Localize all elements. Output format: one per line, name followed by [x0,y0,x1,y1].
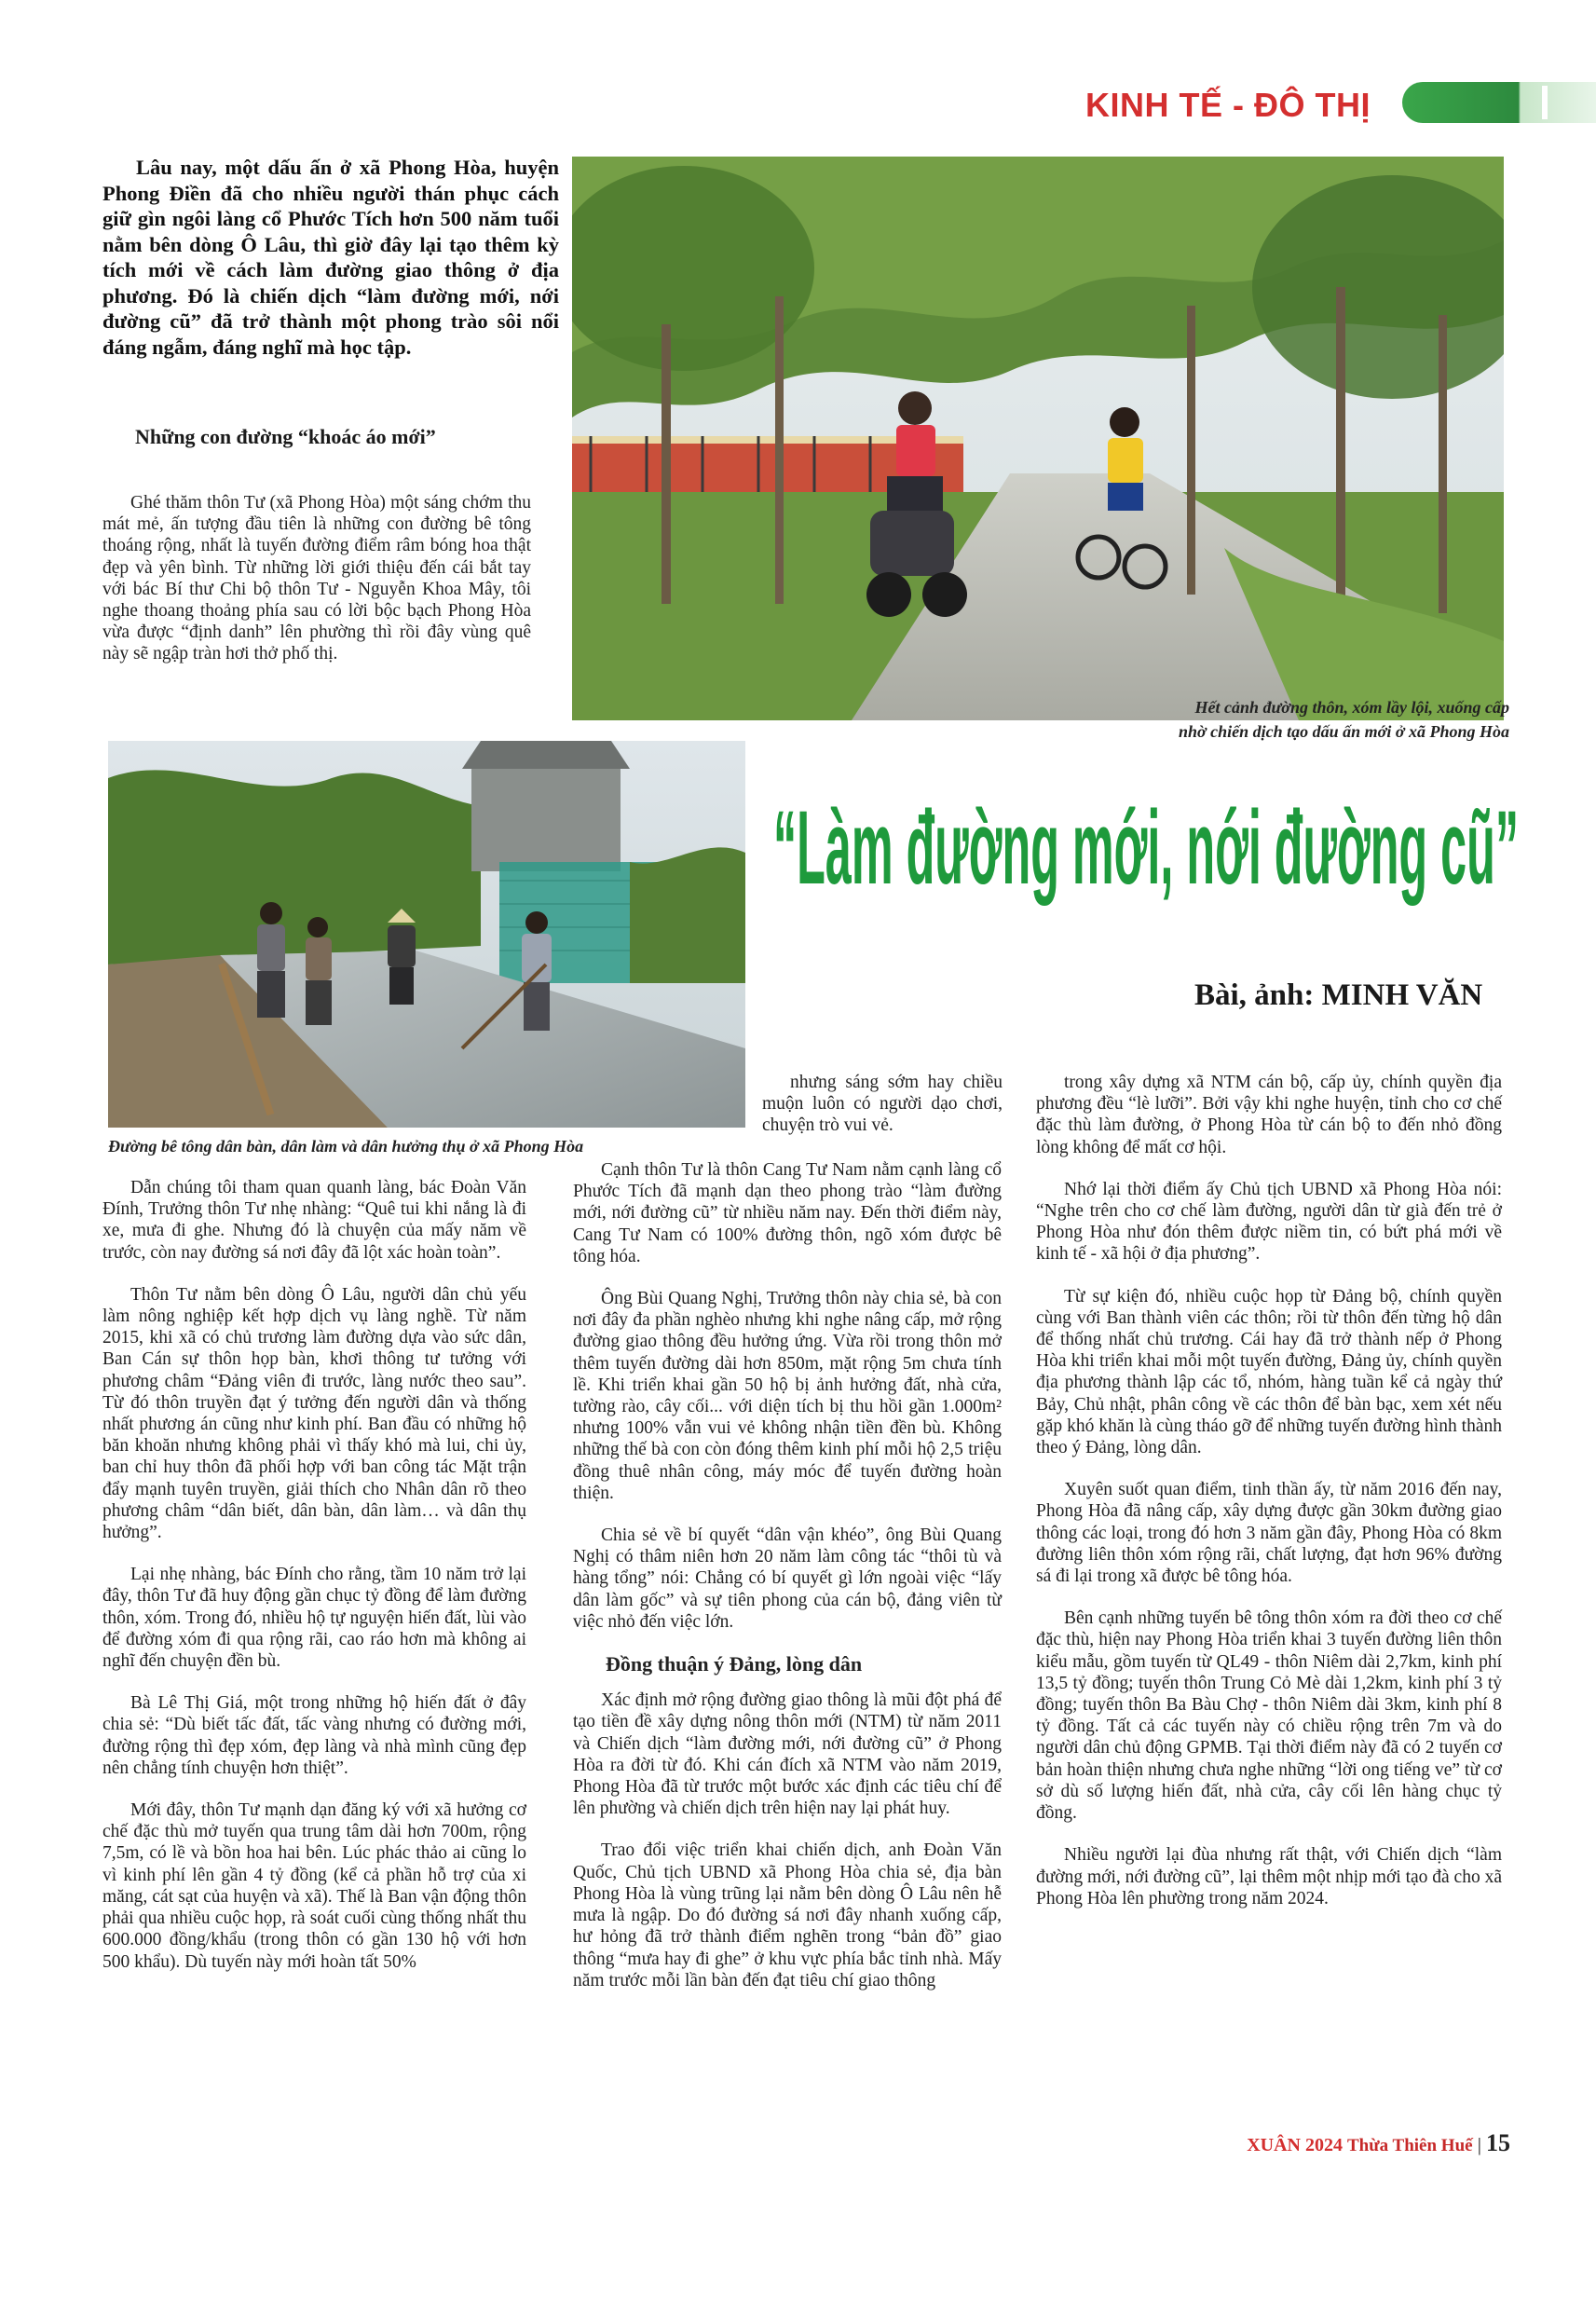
section-tab-decoration [1402,82,1596,123]
footer-magazine: Thừa Thiên Huế [1346,2136,1473,2155]
col3-paragraph: Xuyên suốt quan điểm, tinh thần ấy, từ năm 2016 đến nay, Phong Hòa đã nâng cấp, xây dựng được gần 30km đường giao thông các loại, trong đó hơn 3 năm gần đây, Phong Hòa có 8km đường liên thôn xóm rộng rãi, chất lượng, đạt hơn 96% đường sá đi lại trong xã được bê tông hóa. [1036,1480,1502,1587]
col1-paragraph: Thôn Tư nằm bên dòng Ô Lâu, người dân chủ yếu làm nông nghiệp kết hợp dịch vụ làng nghề. Từ năm 2015, khi xã có chủ trương làm đường dựa vào sức dân, Ban Cán sự thôn họp bàn, khơi thông tư tưởng với phương châm “Đảng viên đi trước, làng nước theo sau”. Từ đó thôn truyền đạt ý tưởng đến người dân và thống nhất phương án cũng như kinh phí. Ban đầu có những hộ băn khoăn nhưng không phải vì thấy khó mà lui, chi ủy, ban chỉ huy thôn đã phối hợp với ban công tác Mặt trận đẩy mạnh tuyên truyền, giải thích cho Nhân dân rõ theo phương châm “dân biết, dân bàn, dân làm… và dân thụ hưởng”. [102,1284,526,1543]
col3-paragraph: Bên cạnh những tuyến bê tông thôn xóm ra đời theo cơ chế đặc thù, hiện nay Phong Hòa triển khai 3 tuyến đường liên thôn kiểu mẫu, gồm tuyến từ QL49 - thôn Niêm dài 2,7km, kinh phí 13,5 tỷ đồng; tuyến thôn Trung Cỏ Mè dài 1,2km, kinh phí 3 tỷ đồng; tuyến thôn Ba Bàu Chợ - thôn Niêm dài 3km, kinh phí 8 tỷ đồng. Tất cả các tuyến này có chiều rộng trên 7m và do người dân chủ động GPMB. Tại thời điểm này đã có 2 tuyến cơ bản hoàn thiện nhưng chưa nghe những “lời ong tiếng ve” từ cơ sở dù số lượng hiến đất, nhà cửa, cây cối lên hàng chục tỷ đồng. [1036,1608,1502,1824]
article-title [764,773,1528,913]
col3-paragraph: Nhớ lại thời điểm ấy Chủ tịch UBND xã Phong Hòa nói: “Nghe trên cho cơ chế làm đường, người dân từ già đến trẻ ở Phong Hòa như đón thêm được niềm tin, có bứt phá mới về kinh tế - xã hội ở địa phương”. [1036,1179,1502,1265]
photo-road-kids-image [572,157,1504,720]
col2-paragraph: nhưng sáng sớm hay chiều muộn luôn có người dạo chơi, chuyện trò vui vẻ. [762,1073,1003,1136]
photo1-caption-line1: Hết cảnh đường thôn, xóm lầy lội, xuống cấp [1194,698,1509,717]
col2-paragraph: Cạnh thôn Tư là thôn Cang Tư Nam nằm cạnh làng cổ Phước Tích đã mạnh dạn theo phong trào “làm đường mới, nới đường cũ” từ nhiều năm nay. Đến thời điểm này, Cang Tư Nam có 100% đường thôn, ngõ xóm được bê tông hóa. [573,1160,1002,1266]
footer-issue: XUÂN 2024 [1247,2135,1343,2155]
photo2-caption: Đường bê tông dân bàn, dân làm và dân hưởng thụ ở xã Phong Hòa [108,1137,584,1156]
col1-paragraph: Lại nhẹ nhàng, bác Đính cho rằng, tầm 10 năm trở lại đây, thôn Tư đã huy động gần chục tỷ đồng để làm đường thôn, xóm. Trong đó, nhiều hộ tự nguyện hiến đất, lùi vào để đường xóm đi qua rộng rãi, cao ráo hơn mà không ai nghĩ đến chuyện đền bù. [102,1565,526,1672]
col3-paragraph: Từ sự kiện đó, nhiều cuộc họp từ Đảng bộ, chính quyền cùng với Ban thành viên các thôn; rồi từ thôn đến từng hộ dân để thống nhất chủ trương. Cái hay đã trở thành nếp ở Phong Hòa khi triển khai mỗi một tuyến đường, Đảng ủy, chính quyền địa phương thành lập các tổ, nhóm, hàng tuần kể cả ngày thứ Bảy, Chủ nhật, phân công về các thôn để bàn bạc, xem xét nếu gặp khó khăn là cùng tháo gỡ để những tuyến đường hình thành theo ý Đảng, lòng dân. [1036,1286,1502,1458]
col1-paragraph: Dẫn chúng tôi tham quan quanh làng, bác Đoàn Văn Đính, Trưởng thôn Tư nhẹ nhàng: “Quê tui khi nắng là đi xe, mưa đi ghe. Nhưng đó là chuyện của mấy năm về trước, còn nay đường sá nơi đây đã lột xác hoàn toàn”. [102,1178,526,1263]
page-footer [1247,2129,1510,2157]
article-intro: Ghé thăm thôn Tư (xã Phong Hòa) một sáng chớm thu mát mẻ, ấn tượng đầu tiên là những con đường bê tông thoáng rộng, nhất là tuyến đường điểm râm bóng hoa thật đẹp và yên bình. Từ những lời giới thiệu đến cái bắt tay với bác Bí thư Chi bộ thôn Tư - Nguyễn Khoa Mây, tôi nghe thoang thoảng phía sau có lời bộc bạch Phong Hòa vừa được “định danh” lên phường thì rồi đây vùng quê này sẽ ngập tràn hơi thở phố thị. [102,493,531,664]
column-3 [1036,1072,1502,1909]
col1-paragraph: Bà Lê Thị Giá, một trong những hộ hiến đất ở đây chia sẻ: “Dù biết tấc đất, tấc vàng nhưng có đường mới, đường rộng thì đẹp xóm, đẹp làng và nhà mình cũng đẹp nên chẳng tính chuyện hơn thiệt”. [102,1693,526,1778]
photo-road-construction-image [108,741,745,1128]
photo-road-kids [572,157,1504,720]
footer-separator: | [1477,2135,1481,2155]
byline: Bài, ảnh: MINH VĂN [1194,978,1483,1012]
photo-road-construction [108,741,745,1128]
column-2 [573,1159,1002,1991]
article-title-svg [764,773,1528,913]
photo1-caption-line2: nhờ chiến dịch tạo dấu ấn mới ở xã Phong Hòa [1178,722,1509,741]
col1-paragraph: Mới đây, thôn Tư mạnh dạn đăng ký với xã hưởng cơ chế đặc thù mở tuyến qua trung tâm dài hơn 700m, rộng 7,5m, có lề và bồn hoa hai bên. Lúc phác thảo ai cũng lo vì kinh phí lên gần 4 tỷ đồng (kể cả phần hỗ trợ của xi măng, cát sạt của huyện và xã). Thế là Ban vận động thôn phải qua nhiều cuộc họp, rà soát cuối cùng thống nhất thu 600.000 đồng/khẩu (trong thôn có gần 130 hộ với hơn 500 khẩu). Dù tuyến này mới hoàn tất 50% [102,1800,526,1972]
section-label: KINH TẾ - ĐÔ THỊ [1085,86,1371,124]
col3-paragraph: trong xây dựng xã NTM cán bộ, cấp ủy, chính quyền địa phương đều “lè lưỡi”. Bởi vậy khi nghe huyện, tỉnh cho cơ chế đặc thù làm đường, ở Phong Hòa từ cán bộ to đến nhỏ đồng lòng không để mất cơ hội. [1036,1073,1502,1157]
column-1 [102,1177,526,1973]
article-title-text: “Làm đường mới, nới đường cũ” [773,789,1519,906]
col2-paragraph: Chia sẻ về bí quyết “dân vận khéo”, ông Bùi Quang Nghị có thâm niên hơn 20 năm làm công tác “thôi tù và hàng tổng” nói: Chẳng có bí quyết gì lớn ngoài việc “lấy dân làm gốc” và sự tiên phong của cán bộ, đảng viên từ việc nhỏ đến việc lớn. [573,1525,1002,1632]
subhead-second: Đồng thuận ý Đảng, lòng dân [606,1652,863,1676]
col2-paragraph: Trao đổi việc triển khai chiến dịch, anh Đoàn Văn Quốc, Chủ tịch UBND xã Phong Hòa chia sẻ, địa bàn Phong Hòa là vùng trũng lại nằm bên dòng Ô Lâu nên hễ mưa là ngập. Do đó đường sá nơi đây nhanh xuống cấp, hư hỏng đã trở thành điểm nghẽn trong “bản đồ” giao thông “mưa hay đi ghe” ở khu vực phía bắc tỉnh nhà. Mấy năm trước mỗi lần bàn đến đạt tiêu chí giao thông [573,1840,1002,1991]
col3-paragraph: Nhiều người lại đùa nhưng rất thật, với Chiến dịch “làm đường mới, nới đường cũ”, lại thêm một nhịp mới tạo đà cho xã Phong Hòa lên phường trong năm 2024. [1036,1845,1502,1908]
page-number: 15 [1486,2129,1510,2156]
col2-paragraph: Xác định mở rộng đường giao thông là mũi đột phá để tạo tiền đề xây dựng nông thôn mới (NTM) từ năm 2011 và Chiến dịch “làm đường mới, nới đường cũ” ở Phong Hòa ra đời từ đó. Khi cán đích xã NTM vào năm 2019, Phong Hòa đã từ trước một bước xác định các tiêu chí để lên phường và chiến dịch trên hiện nay lại phát huy. [573,1690,1002,1819]
subhead-first: Những con đường “khoác áo mới” [135,425,436,448]
column-2-top [762,1072,1003,1157]
col2-paragraph: Ông Bùi Quang Nghị, Trưởng thôn này chia sẻ, bà con nơi đây đa phần nghèo nhưng khi nghe nâng cấp, mở rộng đường giao thông đều hưởng ứng. Vừa rồi trong thôn mở thêm tuyến đường dài hơn 850m, mặt rộng 5m chưa tính lề. Khi triển khai gần 50 hộ bị ảnh hưởng đất, nhà cửa, tường rào, cây cối... với diện tích bị thu hồi gần 1.000m² nhưng 100% vẫn vui vẻ không nhận tiền đền bù. Không những thế bà con còn đóng thêm kinh phí mỗi hộ 2,5 triệu đồng thuê nhân công, máy móc để tuyến đường hoàn thiện. [573,1289,1002,1503]
article-lead: Lâu nay, một dấu ấn ở xã Phong Hòa, huyện Phong Điền đã cho nhiều người thán phục cách giữ gìn ngôi làng cổ Phước Tích hơn 500 năm tuổi nằm bên dòng Ô Lâu, thì giờ đây lại tạo thêm kỳ tích mới về cách làm đường giao thông ở địa phương. Đó là chiến dịch “làm đường mới, nới đường cũ” đã trở thành một phong trào sôi nổi đáng ngẫm, đáng nghĩ mà học tập. [102,156,559,359]
